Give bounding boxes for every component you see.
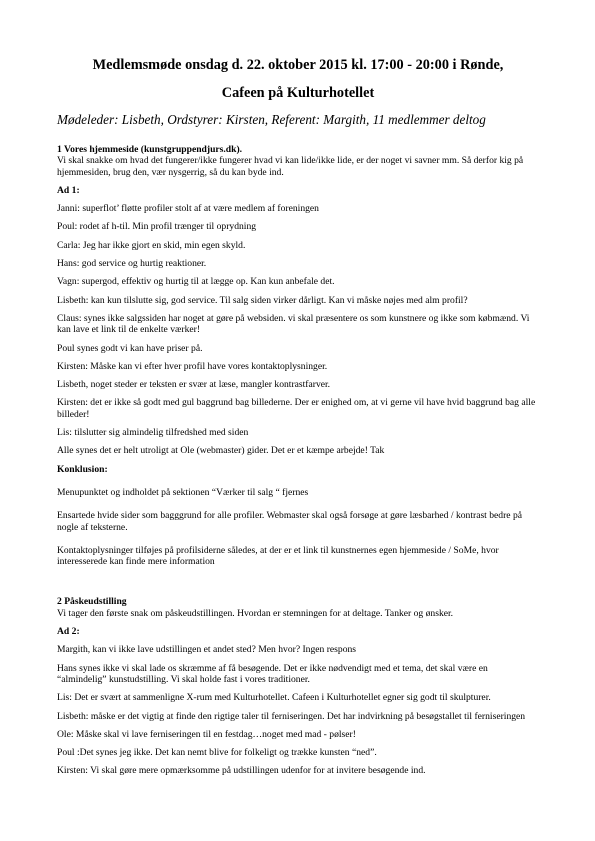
meeting-location: Cafeen på Kulturhotellet	[221, 85, 375, 101]
comment: Claus: synes ikke salgssiden har noget at gøre på websiden. vi skal præsentere os som kunstnere og ikke som købmænd. Vi kan lave et link til de enkelte værker!	[57, 312, 530, 336]
comment: Lisbeth, noget steder er teksten er svær at læse, mangler kontrastfarver.	[57, 379, 331, 391]
section-1-heading: 1 Vores hjemmeside (kunstgruppendjurs.dk).	[57, 144, 243, 155]
section-1-intro: Vi skal snakke om hvad det fungerer/ikke fungerer hvad vi kan lide/ikke lide, er der noget vi savner mm. Så derfor kig på hjemmesiden, brug den, vær nysgerrig, så du kan byde ind.	[57, 155, 524, 178]
comment: Kirsten: det er ikke så godt med gul baggrund bag billederne. Der er enighed om, at vi gerne vil have hvid baggrund bag alle billeder!	[57, 397, 536, 420]
comment: Kirsten: Måske kan vi efter hver profil have vores kontaktoplysninger.	[57, 360, 328, 372]
conclusion-label: Konklusion:	[57, 463, 108, 475]
comment: Carla: Jeg har ikke gjort en skid, min egen skyld.	[57, 239, 246, 251]
comment: Kirsten: Vi skal gøre mere opmærksomme på udstillingen udenfor for at invitere besøgende ind.	[57, 765, 426, 777]
conclusion-item: Kontaktoplysninger tilføjes på profilsiderne således, at der er et link til kunstnernes egen hjemmeside / SoMe, hvor interesserede kan finde mere information	[57, 544, 499, 568]
comment: Hans: god service og hurtig reaktioner.	[57, 258, 207, 270]
comment: Vagn: supergod, effektiv og hurtig til at lægge op. Kan kun anbefale det.	[57, 276, 335, 288]
comment: Poul synes godt vi kan have priser på.	[57, 342, 203, 354]
conclusion-item: Menupunktet og indholdet på sektionen “Værker til salg “ fjernes	[57, 486, 309, 498]
comment: Lis: Det er svært at sammenligne X-rum med Kulturhotellet. Cafeen i Kulturhotellet egner sig godt til skulpturer.	[57, 692, 491, 704]
section-2-ad-label: Ad 2:	[57, 626, 80, 638]
comment: Janni: superflot’ fløtte profiler stolt af at være medlem af foreningen	[57, 203, 319, 215]
section-2-heading: 2 Påskeudstilling	[57, 596, 127, 608]
comment: Lisbeth: kan kun tilslutte sig, god service. Til salg siden virker dårligt. Kan vi måske nøjes med alm profil?	[57, 294, 468, 306]
section-2-intro: Vi tager den første snak om påskeudstillingen. Hvordan er stemningen for at deltage. Tanker og ønsker.	[57, 607, 454, 619]
comment: Poul :Det synes jeg ikke. Det kan nemt blive for folkeligt og trække kunsten “ned”.	[57, 747, 377, 759]
section-1-ad-label: Ad 1:	[57, 184, 80, 196]
comment: Alle synes det er helt utroligt at Ole (webmaster) gider. Det er et kæmpe arbejde! Tak	[57, 445, 385, 457]
conclusion-item: Ensartede hvide sider som bagggrund for alle profiler. Webmaster skal også forsøge at gøre læsbarhed / kontrast bedre på nogle af teksterne.	[57, 510, 523, 533]
comment: Lis: tilslutter sig almindelig tilfredshed med siden	[57, 427, 249, 439]
meeting-roles: Mødeleder: Lisbeth, Ordstyrer: Kirsten, Referent: Margith, 11 medlemmer deltog	[57, 112, 486, 127]
meeting-title: Medlemsmøde onsdag d. 22. oktober 2015 kl. 17:00 - 20:00 i Rønde,	[92, 57, 504, 73]
comment: Lisbeth: måske er det vigtig at finde den rigtige taler til ferniseringen. Det har indvirkning på besøgstallet til ferniseringen	[57, 710, 526, 722]
comment: Margith, kan vi ikke lave udstillingen et andet sted? Men hvor? Ingen respons	[57, 644, 357, 656]
comment: Hans synes ikke vi skal lade os skræmme af få besøgende. Det er ikke nødvendigt med et tema, det skal være en “almindelig” kunstudstilling. Vi skal holde fast i vores traditioner.	[57, 662, 488, 685]
comment: Ole: Måske skal vi lave ferniseringen til en festdag…noget med mad - pølser!	[57, 728, 356, 740]
comment: Poul: rodet af h-til. Min profil trænger til oprydning	[57, 221, 257, 233]
